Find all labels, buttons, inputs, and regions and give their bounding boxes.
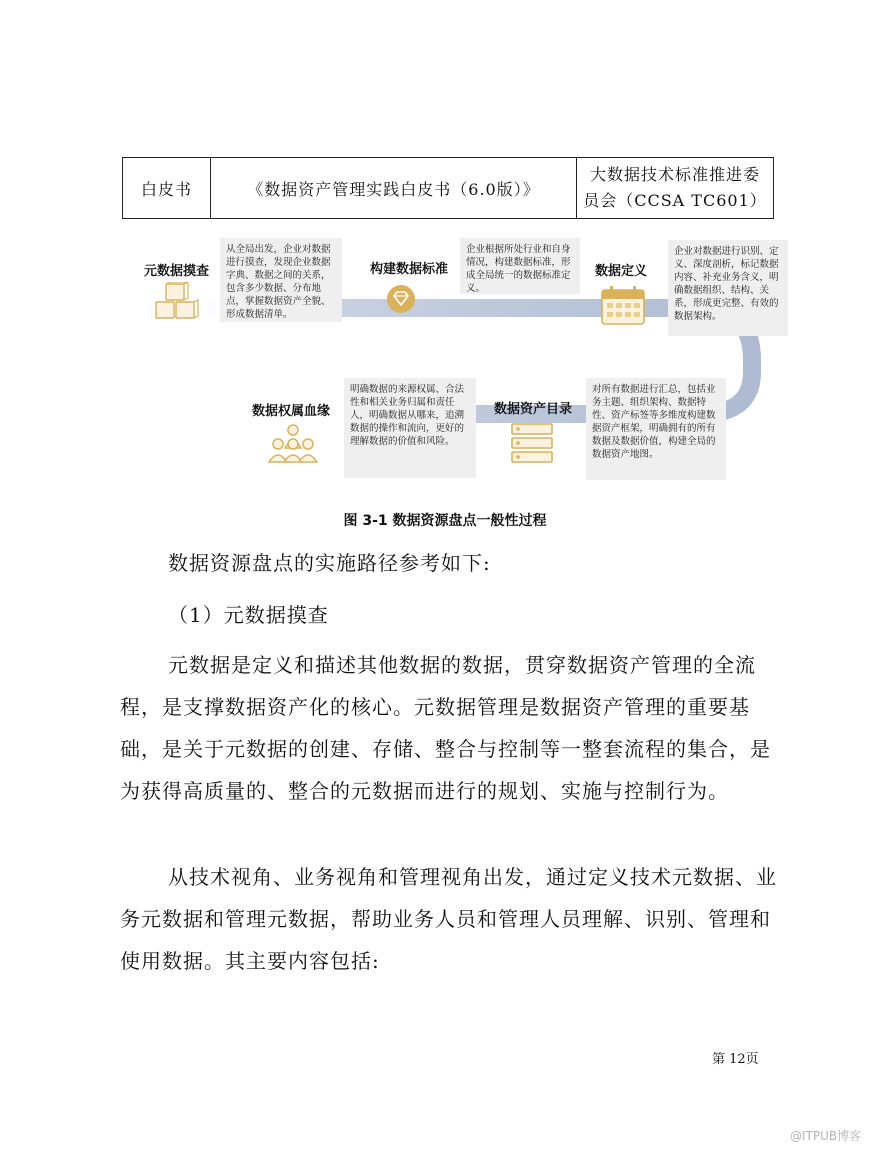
diamond-badge-icon <box>386 284 416 314</box>
header-doc-type: 白皮书 <box>123 158 211 218</box>
step-asset-catalog-desc: 对所有数据进行汇总，包括业务主题、组织架构、数据特性、资产标签等多维度构建数据资产框架，明确拥有的所有数据及数据价值，构建全局的数据资产地图。 <box>586 378 726 480</box>
step-metadata-survey-title: 元数据摸查 <box>144 264 210 279</box>
people-group-icon <box>266 422 320 464</box>
document-header-table <box>122 157 774 219</box>
process-diagram <box>140 232 790 482</box>
server-stack-icon <box>510 422 554 464</box>
figure-caption: 图 3-1 数据资源盘点一般性过程 <box>343 513 547 529</box>
step-data-definition-title: 数据定义 <box>595 264 648 279</box>
step-metadata-survey-desc: 从全局出发，企业对数据进行摸查，发现企业数据字典、数据之间的关系，包含多少数据、分布地点，掌握数据资产全貌、形成数据清单。 <box>220 238 342 322</box>
page-number: 第 12页 <box>712 1052 759 1067</box>
step-build-standard-desc: 企业根据所处行业和自身情况，构建数据标准，形成全局统一的数据标准定义。 <box>460 238 580 294</box>
step-ownership-lineage-title: 数据权属血缘 <box>252 404 331 419</box>
step-build-standard-title: 构建数据标准 <box>370 262 449 277</box>
header-doc-title: 《数据资产管理实践白皮书（6.0版）》 <box>211 158 577 218</box>
step-data-definition-desc: 企业对数据进行识别、定义、深度剖析，标记数据内容、补充业务含义，明确数据组织、结构、关系，形成更完整、有效的数据架构。 <box>668 240 788 336</box>
step-ownership-lineage-desc: 明确数据的来源权属、合法性和相关业务归属和责任人，明确数据从哪来，追溯数据的操作和流向，更好的理解数据的价值和风险。 <box>344 378 476 478</box>
paragraph-intro: 数据资源盘点的实施路径参考如下: <box>168 551 491 575</box>
paragraph-metadata-perspectives: 从技术视角、业务视角和管理视角出发，通过定义技术元数据、业务元数据和管理元数据，帮助业务人员和管理人员理解、识别、管理和使用数据。其主要内容包括: <box>120 865 777 973</box>
section-heading-metadata-survey: （1）元数据摸查 <box>168 603 329 627</box>
calendar-icon <box>600 284 646 326</box>
watermark: @ITPUB博客 <box>790 1129 862 1143</box>
step-asset-catalog-title: 数据资产目录 <box>494 402 573 417</box>
paragraph-metadata-definition: 元数据是定义和描述其他数据的数据，贯穿数据资产管理的全流程，是支撑数据资产化的核心。元数据管理是数据资产管理的重要基础，是关于元数据的创建、存储、整合与控制等一整套流程的集合，是为获得高质量的、整合的元数据而进行的规划、实施与控制行为。 <box>120 653 771 803</box>
header-publisher: 大数据技术标准推进委员会（CCSA TC601） <box>583 165 767 210</box>
cubes-icon <box>150 282 204 326</box>
